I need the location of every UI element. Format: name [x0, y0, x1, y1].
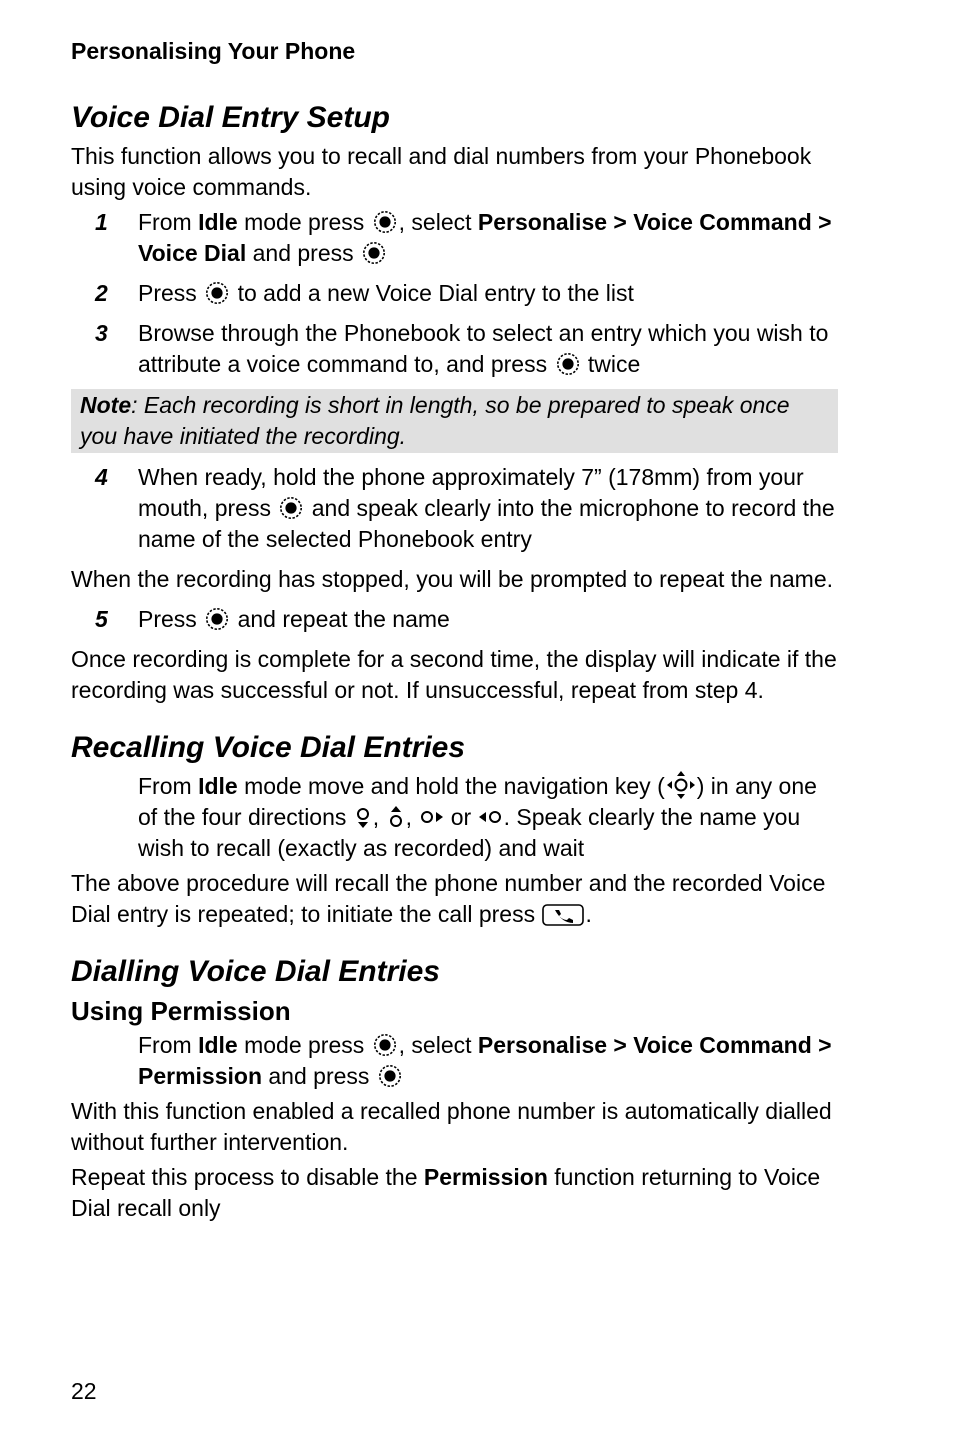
ok-key-icon [373, 210, 397, 234]
ok-key-icon [279, 496, 303, 520]
step-text [138, 604, 841, 635]
text: Press [138, 280, 204, 306]
text: function returning to Voice Dial recall only [71, 1164, 821, 1221]
text: The above procedure will recall the phone number and the recorded Voice Dial entry is repeated; to initiate the call press [71, 870, 826, 927]
step-3 [71, 318, 841, 380]
text: and press [262, 1063, 376, 1089]
text: Press [138, 606, 204, 632]
text: twice [581, 351, 641, 377]
step-number: 5 [95, 606, 108, 632]
text: mode press [237, 1032, 371, 1058]
section-recalling [71, 730, 841, 930]
permission-effect-paragraph: With this function enabled a recalled phone number is automatically dialled without further intervention. [71, 1098, 832, 1155]
text: and repeat the name [231, 606, 450, 632]
step-2 [71, 278, 841, 309]
step-5 [71, 604, 841, 635]
text: ) in any one of the four directions [138, 773, 817, 830]
step-4 [71, 462, 841, 555]
text: Repeat this process to disable the [71, 1164, 424, 1190]
bold-text: Personalise > Voice Command > Voice Dial [138, 209, 832, 266]
section-title-voice-dial-entry-setup: Voice Dial Entry Setup [71, 101, 390, 134]
page-number: 22 [71, 1378, 97, 1404]
ok-key-icon [378, 1064, 402, 1088]
nav-left-icon [478, 805, 504, 829]
bold-text: Idle [198, 1032, 238, 1058]
call-key-icon [542, 904, 584, 926]
text: to add a new Voice Dial entry to the list [231, 280, 634, 306]
step-number: 4 [95, 464, 108, 490]
bold-text: Permission [423, 1164, 548, 1190]
step-number: 1 [95, 209, 108, 235]
ok-key-icon [373, 1033, 397, 1057]
note-text: : Each recording is short in length, so be prepared to speak once you have initiated the recording. [80, 392, 790, 449]
step-text [138, 462, 841, 555]
text: . [585, 901, 592, 927]
text: From [138, 773, 199, 799]
bold-text: Idle [198, 773, 238, 799]
outro-paragraph: Once recording is complete for a second time, the display will indicate if the recording was successful or not. If unsuccessful, repeat from step 4. [71, 646, 837, 703]
section-title-recalling-voice-dial-entries: Recalling Voice Dial Entries [71, 731, 466, 764]
recall-result-paragraph [71, 868, 841, 930]
running-header: Personalising Your Phone [71, 38, 356, 64]
text: . Speak clearly the name you wish to recall (exactly as recorded) and wait [138, 804, 801, 861]
nav-right-icon [418, 805, 444, 829]
text: mode press [237, 209, 371, 235]
bold-text: Personalise > Voice Command > Permission [138, 1032, 832, 1089]
note-box [71, 389, 838, 453]
text: , [405, 804, 419, 830]
text: , [372, 804, 386, 830]
step-text [138, 278, 841, 309]
after-step-4-paragraph: When the recording has stopped, you will be prompted to repeat the name. [71, 566, 834, 592]
step-number: 2 [95, 280, 108, 306]
note-label: Note [80, 392, 132, 418]
ok-key-icon [205, 607, 229, 631]
step-text [138, 207, 841, 269]
intro-paragraph: This function allows you to recall and dial numbers from your Phonebook using voice commands. [71, 143, 812, 200]
step-1 [71, 207, 841, 269]
recall-instructions [138, 771, 841, 864]
text: , select [398, 209, 478, 235]
text: From [138, 1032, 199, 1058]
text: mode move and hold the navigation key ( [237, 773, 665, 799]
nav-down-icon [353, 805, 373, 829]
text: , select [398, 1032, 478, 1058]
page-content [71, 100, 841, 1228]
step-number: 3 [95, 320, 108, 346]
ok-key-icon [205, 281, 229, 305]
ok-key-icon [556, 352, 580, 376]
section-dialling [71, 954, 841, 1224]
step-text [138, 318, 841, 380]
text: and speak clearly into the microphone to record the name of the selected Phonebook entry [138, 495, 835, 552]
ok-key-icon [362, 241, 386, 265]
text: Browse through the Phonebook to select an entry which you wish to attribute a voice command to, and press [138, 320, 829, 377]
subsection-title-using-permission: Using Permission [71, 996, 291, 1026]
navigation-key-icon [665, 771, 697, 799]
section-title-dialling-voice-dial-entries: Dialling Voice Dial Entries [71, 955, 440, 988]
nav-up-icon [386, 805, 406, 829]
permission-disable-paragraph [71, 1162, 841, 1224]
text: or [444, 804, 478, 830]
text: From [138, 209, 199, 235]
text: When ready, hold the phone approximately 7” (178mm) from your mouth, press [138, 464, 804, 521]
text: and press [246, 240, 361, 266]
bold-text: Idle [198, 209, 238, 235]
permission-instructions [138, 1030, 841, 1092]
